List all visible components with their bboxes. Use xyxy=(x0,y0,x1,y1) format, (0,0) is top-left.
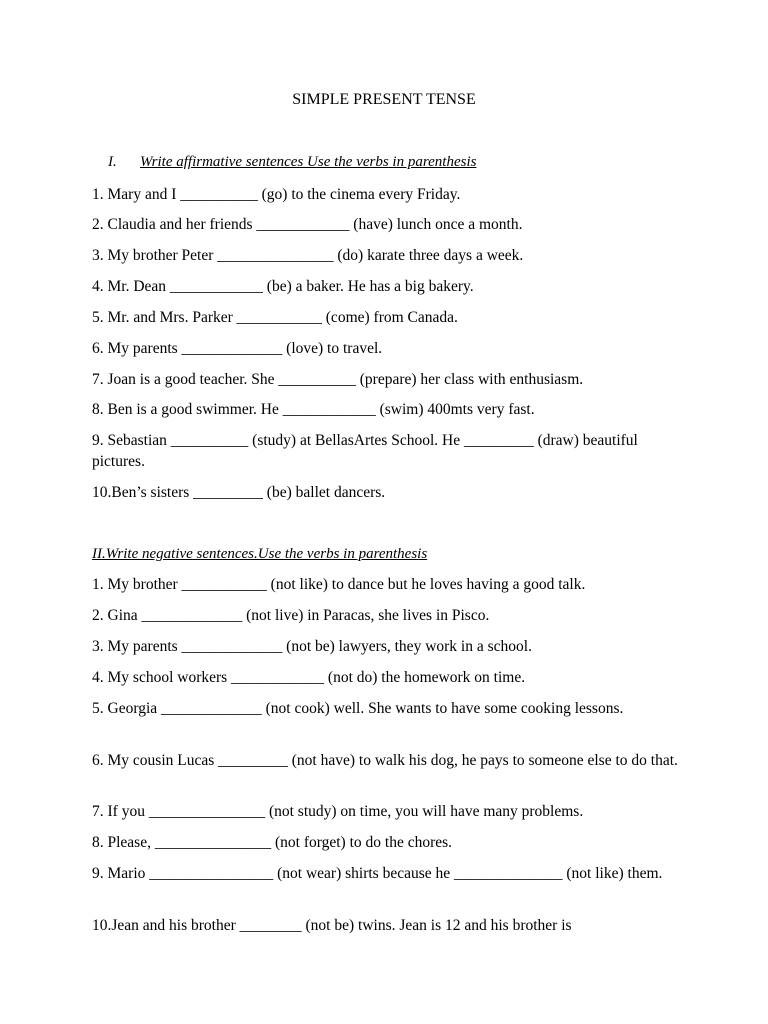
section-1-item-1: 1. Mary and I __________ (go) to the cinema every Friday. xyxy=(92,186,461,203)
section-2-item-8: 8. Please, _______________ (not forget) to do the chores. xyxy=(92,834,453,851)
section-2-item-6: 6. My cousin Lucas _________ (not have) to walk his dog, he pays to someone else to do that. xyxy=(92,752,678,769)
section-2-item-7: 7. If you _______________ (not study) on time, you will have many problems. xyxy=(92,803,584,820)
section-1-item-6: 6. My parents _____________ (love) to travel. xyxy=(92,340,383,357)
section-1-item-10: 10.Ben’s sisters _________ (be) ballet dancers. xyxy=(92,484,386,501)
section-1-item-2: 2. Claudia and her friends ____________ (have) lunch once a month. xyxy=(92,216,523,233)
section-1-item-9: 9. Sebastian __________ (study) at BellasArtes School. He _________ (draw) beautiful pictures. xyxy=(92,432,638,470)
section-1-item-4: 4. Mr. Dean ____________ (be) a baker. He has a big bakery. xyxy=(92,278,474,295)
section-1-heading-text: Write affirmative sentences Use the verbs in parenthesis xyxy=(140,154,477,170)
section-1-item-8: 8. Ben is a good swimmer. He ____________ (swim) 400mts very fast. xyxy=(92,401,535,418)
section-2-item-2: 2. Gina _____________ (not live) in Paracas, she lives in Pisco. xyxy=(92,607,490,624)
section-2-item-4: 4. My school workers ____________ (not do) the homework on time. xyxy=(92,669,526,686)
section-1-item-7: 7. Joan is a good teacher. She __________ (prepare) her class with enthusiasm. xyxy=(92,371,584,388)
section-1-item-5: 5. Mr. and Mrs. Parker ___________ (come) from Canada. xyxy=(92,309,458,326)
section-2-heading-text: II.Write negative sentences.Use the verbs in parenthesis xyxy=(92,546,428,562)
section-1-heading xyxy=(108,152,476,172)
section-1-item-3: 3. My brother Peter _______________ (do) karate three days a week. xyxy=(92,247,524,264)
section-2-item-9: 9. Mario ________________ (not wear) shirts because he ______________ (not like) them. xyxy=(92,865,663,882)
section-2-heading xyxy=(92,544,427,564)
page-title: SIMPLE PRESENT TENSE xyxy=(292,91,476,108)
section-2-item-3: 3. My parents _____________ (not be) lawyers, they work in a school. xyxy=(92,638,532,655)
section-2-item-10: 10.Jean and his brother ________ (not be) twins. Jean is 12 and his brother is xyxy=(92,917,572,934)
section-1-numeral: I. xyxy=(108,154,117,170)
section-2-item-1: 1. My brother ___________ (not like) to dance but he loves having a good talk. xyxy=(92,576,586,593)
section-2-item-5: 5. Georgia _____________ (not cook) well. She wants to have some cooking lessons. xyxy=(92,700,624,717)
